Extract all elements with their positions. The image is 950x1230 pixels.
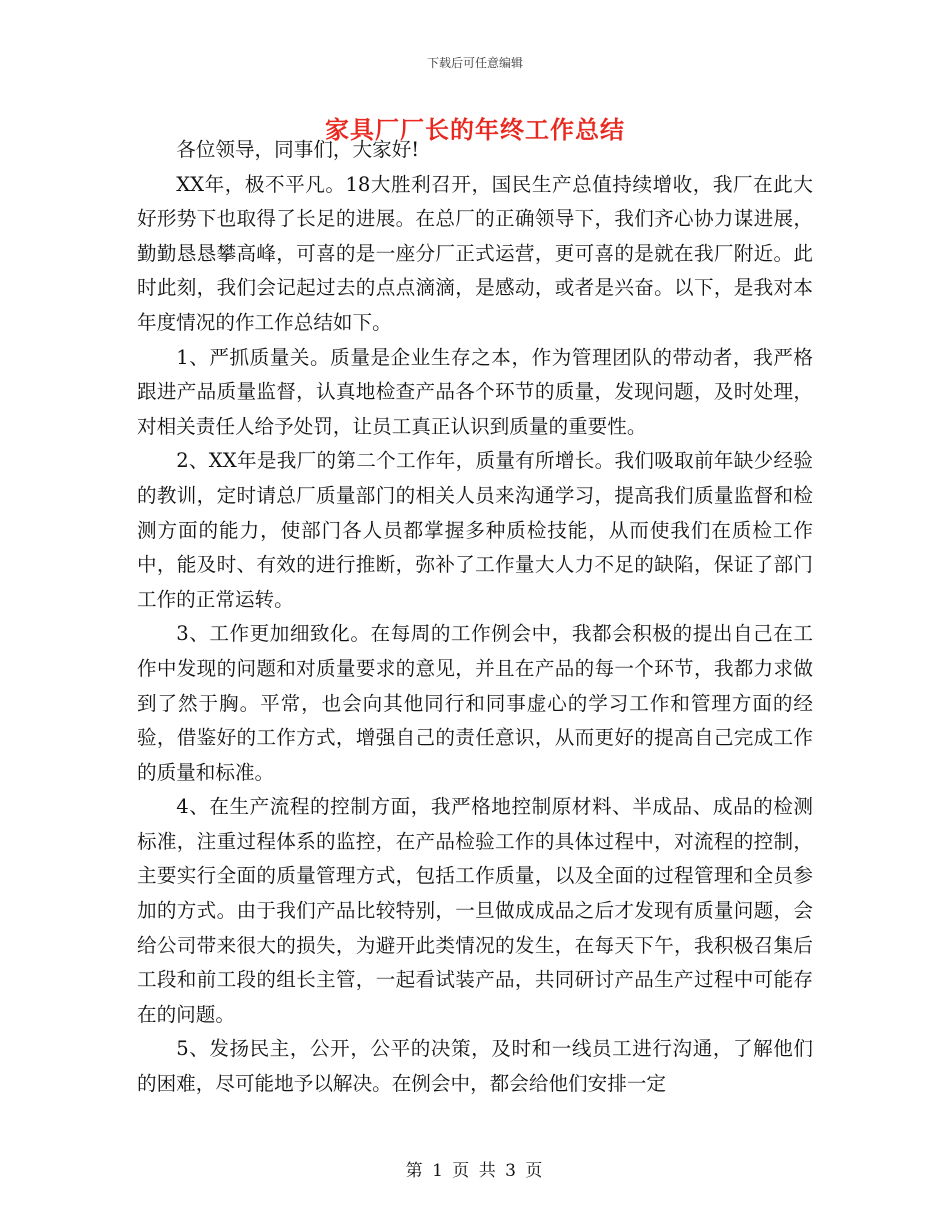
paragraph-item-5: 5、发扬民主，公开，公平的决策，及时和一线员工进行沟通，了解他们的困难，尽可能地予以解决。在例会中，都会给他们安排一定 bbox=[137, 1037, 813, 1096]
paragraph-item-3: 3、工作更加细致化。在每周的工作例会中，我都会积极的提出自己在工作中发现的问题和对质量要求的意见，并且在产品的每一个环节，我都力求做到了然于胸。平常，也会向其他同行和同事虚心的学习工作和管理方面的经验，借鉴好的工作方式，增强自己的责任意识，从而更好的提高自己完成工作的质量和标准。 bbox=[137, 622, 813, 784]
page-number-footer: 第 1 页 共 3 页 bbox=[405, 1161, 545, 1181]
header-note: 下载后可任意编辑 bbox=[426, 56, 523, 70]
document-body bbox=[137, 133, 813, 1102]
document-title: 家具厂厂长的年终工作总结 bbox=[325, 115, 625, 144]
paragraph-intro: XX年，极不平凡。18大胜利召开，国民生产总值持续增收，我厂在此大好形势下也取得了长足的进展。在总厂的正确领导下，我们齐心协力谋进展，勤勤恳恳攀高峰，可喜的是一座分厂正式运营，更可喜的是就在我厂附近。此时此刻，我们会记起过去的点点滴滴，是感动，或者是兴奋。以下，是我对本年度情况的作工作总结如下。 bbox=[137, 172, 813, 334]
paragraph-item-4: 4、在生产流程的控制方面，我严格地控制原材料、半成品、成品的检测标准，注重过程体系的监控，在产品检验工作的具体过程中，对流程的控制，主要实行全面的质量管理方式，包括工作质量，以及全面的过程管理和全员参加的方式。由于我们产品比较特别，一旦做成成品之后才发现有质量问题，会给公司带来很大的损失，为避开此类情况的发生，在每天下午，我积极召集后工段和前工段的组长主管，一起看试装产品，共同研讨产品生产过程中可能存在的问题。 bbox=[137, 795, 813, 1026]
paragraph-item-2: 2、XX年是我厂的第二个工作年，质量有所增长。我们吸取前年缺少经验的教训，定时请总厂质量部门的相关人员来沟通学习，提高我们质量监督和检测方面的能力，使部门各人员都掌握多种质检技能，从而使我们在质检工作中，能及时、有效的进行推断，弥补了工作量大人力不足的缺陷，保证了部门工作的正常运转。 bbox=[137, 449, 813, 611]
paragraph-greeting: 各位领导，同事们，大家好! bbox=[176, 138, 420, 161]
paragraph-item-1: 1、严抓质量关。质量是企业生存之本，作为管理团队的带动者，我严格跟进产品质量监督，认真地检查产品各个环节的质量，发现问题，及时处理，对相关责任人给予处罚，让员工真正认识到质量的重要性。 bbox=[137, 345, 813, 438]
